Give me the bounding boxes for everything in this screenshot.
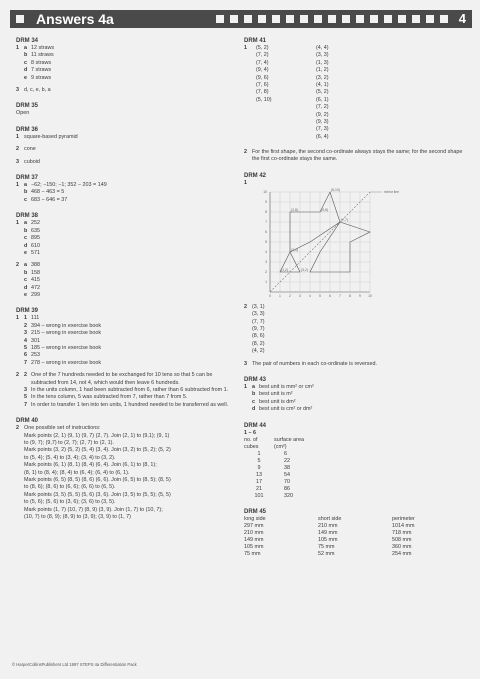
x-tick-label: 0 [269, 293, 271, 298]
header-square-icon [216, 15, 224, 23]
drm35-answer: Open [16, 110, 30, 117]
header-square-icon [370, 15, 378, 23]
list-item: e 299 [24, 291, 40, 298]
coordinate-graph [258, 180, 408, 302]
x-tick-label: 5 [319, 293, 321, 298]
y-tick-label: 8 [265, 210, 267, 215]
point-label: (5,8) [321, 207, 328, 212]
drm44-heading: DRM 44 [244, 422, 267, 429]
x-tick-label: 8 [349, 293, 351, 298]
list-item: 2 For the first shape, the second co-ordinate always stays the same; for the second shape the first co-ordinate stays the same. [244, 149, 463, 163]
list-item: 1 1 111 [16, 315, 40, 322]
table-row: 101 320 [254, 493, 293, 500]
drm43-heading: DRM 43 [244, 377, 267, 384]
instruction-line: Mark points (3, 5) (5, 5) (5, 6) (3, 6). Join (3, 5) to (5, 5); (5, 5) [24, 491, 171, 498]
instruction-line: to (5, 6); (5, 6) to (3, 6); (3, 6) to (3, 5). [24, 499, 116, 506]
y-tick-label: 6 [265, 230, 267, 235]
y-tick-label: 9 [265, 200, 267, 205]
table-row: 149 mm 105 mm 508 mm [244, 537, 412, 544]
list-item: 2 One possible set of instructions: [16, 425, 101, 432]
page-title: Answers 4a [36, 11, 114, 27]
coordinate-lists: 1 (5, 2) (7, 2) (7, 4) (9, 4) (9, 6) (7, 6) (7, 8) (5, 10) (4, 4) (3, 3) (1, 3) (1, 2) (3, 2) (4, 1) (5, 2) (6, 1) (7, 2) (9, 2) (9, 3) (7, 3) (6, 4) [244, 45, 469, 149]
x-tick-label: 7 [339, 293, 341, 298]
list-item: e 9 straws [24, 74, 52, 81]
header-square-icon [384, 15, 392, 23]
header-square-icon [272, 15, 280, 23]
header-square-icon [426, 15, 434, 23]
table-row: 297 mm 210 mm 1014 mm [244, 523, 415, 530]
header-square-icon [412, 15, 420, 23]
drm37-heading: DRM 37 [16, 175, 39, 182]
x-tick-label: 3 [299, 293, 301, 298]
table-row: 75 mm 52 mm 254 mm [244, 551, 412, 558]
list-item: b best unit is m² [252, 391, 293, 398]
list-item: c 895 [24, 235, 40, 242]
list-item: d 472 [24, 284, 40, 291]
header-square-icon [258, 15, 266, 23]
list-item: 1 a 12 straws [16, 45, 55, 51]
drm42-heading: DRM 42 [244, 172, 267, 179]
table-row: 210 mm 149 mm 718 mm [244, 530, 412, 537]
drm45-heading: DRM 45 [244, 509, 267, 516]
list-item: c best unit is dm² [252, 398, 296, 405]
point-label: (7,7) [341, 217, 348, 222]
list-item: 7 278 – wrong in exercise book [24, 359, 102, 366]
header-square-icon [328, 15, 336, 23]
coordinate-list-2: (4, 4) (3, 3) (1, 3) (1, 2) (3, 2) (4, 1) (5, 2) (6, 1) (7, 2) (9, 2) (9, 3) (7, 3) (6, 4) [316, 45, 329, 140]
list-item: (8, 2) [252, 340, 265, 347]
list-item: (8, 6) [252, 333, 265, 340]
instruction-line: Mark points (2, 1) (9, 1) (9, 7) (2, 7). Join (2, 1) to (9,1); (9, 1) [24, 432, 170, 439]
x-tick-label: 1 [279, 293, 281, 298]
drm41-heading: DRM 41 [244, 38, 267, 44]
drm45-table: long side short side perimeter 297 mm 210 mm 1014 mm 210 mm 149 mm 718 mm 149 mm 105 mm 508 mm 105 mm 75 mm 360 mm 75 mm 52 mm 254 mm [244, 516, 415, 558]
y-tick-label: 10 [263, 190, 267, 195]
y-tick-label: 1 [265, 280, 267, 285]
list-item: 2 394 – wrong in exercise book [24, 322, 102, 329]
table-row: 1 6 [257, 451, 287, 458]
point-label: (1,2) [281, 267, 288, 272]
instruction-line: to (8, 6); (8, 6) to (6, 6); (6, 6) to (6, 5). [24, 484, 116, 491]
header-square-icon [16, 15, 24, 23]
table-row: 9 38 [257, 465, 290, 472]
x-tick-label: 2 [289, 293, 291, 298]
right-column [244, 37, 469, 558]
page-header [10, 10, 472, 28]
list-item: 3 d, c, e, b, a [16, 87, 51, 94]
list-item: 3 cuboid [16, 158, 40, 165]
list-item: 4 301 [24, 337, 40, 344]
list-item: b 635 [24, 227, 40, 234]
list-item: d best unit is cm² or dm² [252, 406, 313, 413]
list-item: 1 a −62; −150; −1; 352 − 203 = 149 [16, 182, 107, 189]
point-label: (3,2) [301, 267, 308, 272]
header-square-icon [440, 15, 448, 23]
list-item: 1 square-based pyramid [16, 133, 78, 140]
instruction-line: (8, 1) to (8, 4); (8, 4) to (6, 4); (6, 4) to (6, 1). [24, 469, 130, 476]
point-label: (2,4) [291, 247, 298, 252]
drm34-heading: DRM 34 [16, 38, 39, 44]
y-tick-label: 3 [265, 260, 267, 265]
drm39-heading: DRM 39 [16, 308, 39, 315]
header-square-icon [342, 15, 350, 23]
coordinate-list-1: (5, 2) (7, 2) (7, 4) (9, 4) (9, 6) (7, 6) (7, 8) (5, 10) [256, 45, 272, 103]
header-square-icon [356, 15, 364, 23]
x-tick-label: 6 [329, 293, 331, 298]
list-item: d 610 [24, 242, 40, 249]
list-item: d 7 straws [24, 67, 52, 74]
list-item: 2 (3, 1) [244, 303, 265, 310]
left-column [16, 37, 236, 522]
drm44-subheading: 1 – 6 [244, 429, 256, 436]
x-tick-label: 10 [368, 293, 372, 298]
list-item: (4, 2) [252, 348, 265, 355]
drm44-table: no. of surface area cubes (cm²) 1 6 5 22 9 38 13 54 17 70 21 86 101 320 [244, 437, 304, 500]
list-item: (3, 3) [252, 311, 265, 318]
drm42-graph-area: 1 0 1 1 2 2 3 3 4 4 5 5 6 6 7 7 8 8 9 9 10 10 (6,10) (2,8) (5,8) (7,7) (2,4) (1,2) (3,2) mirror line [244, 180, 469, 304]
header-square-icon [286, 15, 294, 23]
list-item: 6 253 [24, 352, 40, 359]
header-square-icon [300, 15, 308, 23]
list-item: 2 a 388 [16, 262, 40, 269]
list-item: b 468 − 463 = 5 [24, 189, 65, 196]
y-tick-label: 7 [265, 220, 267, 225]
header-square-icon [230, 15, 238, 23]
header-square-icon [244, 15, 252, 23]
table-row: 21 86 [256, 486, 290, 493]
list-item: 3 The pair of numbers in each co-ordinate is reversed. [244, 360, 377, 367]
list-item: c 683 − 646 = 37 [24, 196, 68, 203]
point-label: (2,8) [291, 207, 298, 212]
instruction-line: Mark points (1, 7) (10, 7) (8, 9) (3, 9). Join (1, 7) to (10, 7); [24, 506, 163, 513]
instruction-line: Mark points (6, 1) (8, 1) (8, 4) (6, 4). Join (6, 1) to (8, 1); [24, 462, 157, 469]
list-item: b 11 straws [24, 52, 54, 59]
list-item: 2 cone [16, 146, 36, 153]
y-tick-label: 5 [265, 240, 267, 245]
header-square-icon [314, 15, 322, 23]
list-item: c 415 [24, 277, 40, 284]
list-item: b 158 [24, 269, 40, 276]
list-item: (9, 7) [252, 326, 265, 333]
list-item: 1 a best unit is mm² or cm² [244, 384, 314, 391]
list-item: 7 In order to transfer 1 ten into ten units, 1 hundred needed to be transferred as well. [24, 401, 229, 408]
list-item: 5 In the tens column, 5 was subtracted from 7, rather than 7 from 5. [24, 394, 188, 401]
table-row: 5 22 [257, 458, 290, 465]
table-row: 105 mm 75 mm 360 mm [244, 544, 412, 551]
list-item: (7, 7) [252, 318, 265, 325]
copyright-footer: © HarperCollinsPublishers Ltd 1997 STEPS 4a Differentiation Pack [12, 662, 137, 667]
list-item: 1 a 252 [16, 220, 40, 227]
drm40-heading: DRM 40 [16, 418, 39, 425]
x-tick-label: 4 [309, 293, 311, 298]
instruction-line: to (9, 7); (9,7) to (2, 7); (2, 7) to (2, 1). [24, 440, 114, 447]
instruction-line: Mark points (6, 5) (8, 5) (8, 6) (6, 6). Join (6, 5) to (8, 5); (8, 5) [24, 477, 171, 484]
table-row: 17 70 [256, 479, 290, 486]
instruction-line: (10, 7) to (8, 9); (8, 9) to (3, 9); (3, 9) to (1, 7) [24, 514, 131, 521]
list-item: 3 In the units column, 1 had been subtracted from 6, rather than 6 subtracted from 1. [24, 387, 229, 393]
table-row: 13 54 [256, 472, 290, 479]
list-item: e 571 [24, 249, 40, 256]
drm38-heading: DRM 38 [16, 213, 39, 220]
y-tick-label: 4 [265, 250, 267, 255]
y-tick-label: 2 [265, 270, 267, 275]
list-item: c 8 straws [24, 59, 52, 66]
instruction-line: to (5, 4); (5, 4) to (3, 4); (3, 4) to (3, 2). [24, 454, 116, 461]
x-tick-label: 9 [359, 293, 361, 298]
drm35-heading: DRM 35 [16, 103, 39, 110]
list-item: 2 2 One of the 7 hundreds needed to be exchanged for 10 tens so that 5 can be subtracted from 14, not 4, which would then leave 6 hundreds. [16, 372, 213, 386]
list-item: 3 215 – wrong in exercise book [24, 330, 102, 337]
header-square-icon [398, 15, 406, 23]
page-number: 4 [458, 11, 466, 26]
list-item: 5 185 – wrong in exercise book [24, 344, 102, 351]
drm36-heading: DRM 36 [16, 126, 39, 133]
instruction-line: Mark points (3, 2) (5, 2) (5, 4) (3, 4). Join (3, 2) to (5, 2); (5, 2) [24, 447, 171, 454]
point-label: (6,10) [331, 187, 340, 192]
mirror-line-label: mirror line [384, 190, 400, 195]
